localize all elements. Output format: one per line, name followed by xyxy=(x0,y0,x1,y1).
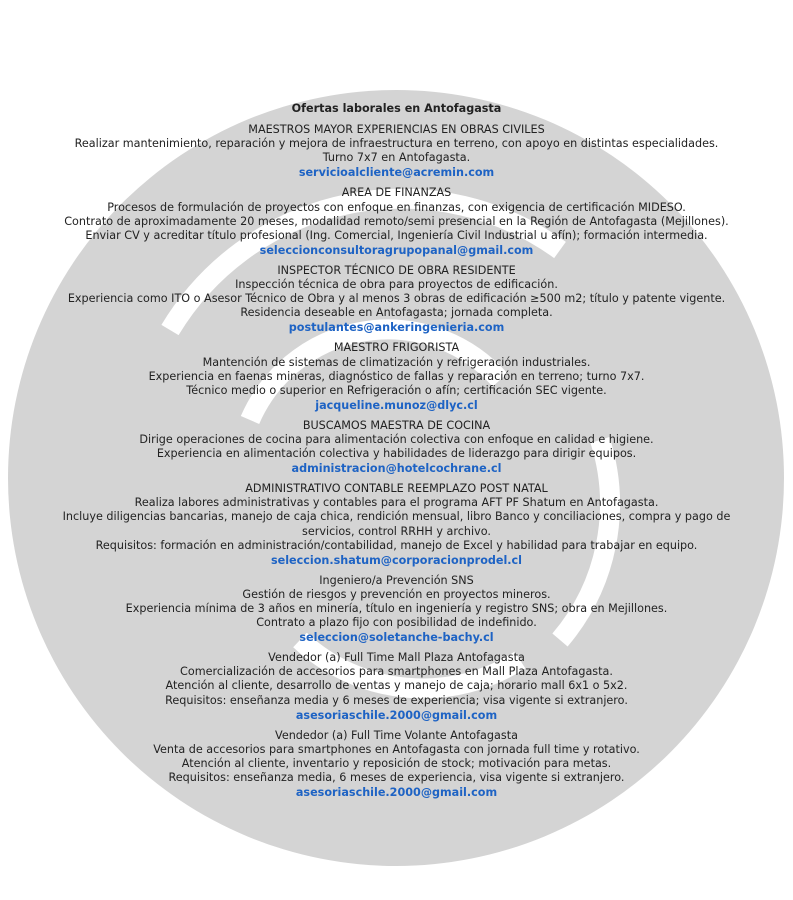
job-offer-title: INSPECTOR TÉCNICO DE OBRA RESIDENTE xyxy=(277,263,516,277)
job-offer-description-line: Experiencia en faenas mineras, diagnóstico de fallas y reparación en terreno; turno 7x7. xyxy=(148,369,645,383)
job-offer-email-link[interactable]: jacqueline.munoz@dlyc.cl xyxy=(315,398,478,412)
job-offer-description-line: Requisitos: formación en administración/contabilidad, manejo de Excel y habilidad para trabajar en equipo. xyxy=(95,538,698,552)
job-offer-description-line: Venta de accesorios para smartphones en Antofagasta con jornada full time y rotativo. xyxy=(153,742,640,756)
job-offer-description-line: Realizar mantenimiento, reparación y mejora de infraestructura en terreno, con apoyo en distintas especialidades. xyxy=(74,137,719,151)
job-offer-email-link[interactable]: postulantes@ankeringenieria.com xyxy=(288,321,505,335)
job-offer-description-line: Atención al cliente, inventario y reposición de stock; motivación para metas. xyxy=(181,756,612,770)
job-offer-description-line: Técnico medio o superior en Refrigeración o afín; certificación SEC vigente. xyxy=(186,383,607,397)
job-offer-title: AREA DE FINANZAS xyxy=(341,186,452,200)
job-offer-email-link[interactable]: seleccion.shatum@corporacionprodel.cl xyxy=(270,553,523,567)
job-offer-email-link[interactable]: servicioalcliente@acremin.com xyxy=(298,166,495,180)
job-offer-title: ADMINISTRATIVO CONTABLE REEMPLAZO POST NATAL xyxy=(245,482,548,496)
job-offers-document xyxy=(50,102,743,806)
job-offer-description-line: Dirige operaciones de cocina para alimentación colectiva con enfoque en calidad e higiene. xyxy=(139,432,654,446)
job-offer-description-line: Experiencia como ITO o Asesor Técnico de Obra y al menos 3 obras de edificación ≥500 m2; título y patente vigente. xyxy=(67,292,726,306)
job-offer-email-link[interactable]: seleccion@soletanche-bachy.cl xyxy=(299,631,494,645)
job-offer-description-line: Requisitos: enseñanza media, 6 meses de experiencia, visa vigente si extranjero. xyxy=(168,771,625,785)
job-offer-description-line: Experiencia en alimentación colectiva y habilidades de liderazgo para dirigir equipos. xyxy=(156,447,637,461)
job-offer-description-line: Mantención de sistemas de climatización y refrigeración industriales. xyxy=(202,355,591,369)
job-offer-title: Vendedor (a) Full Time Mall Plaza Antofagasta xyxy=(268,651,525,665)
job-offers-list xyxy=(50,123,743,800)
job-offer xyxy=(50,482,743,568)
job-offer xyxy=(50,186,743,257)
job-offer-description-line: Enviar CV y acreditar título profesional (Ing. Comercial, Ingeniería Civil Industrial u afín); formación intermedia. xyxy=(85,228,708,242)
job-offer-description-line: Experiencia mínima de 3 años en minería, título en ingeniería y registro SNS; obra en Mejillones. xyxy=(125,602,668,615)
job-offer-description-line: Realiza labores administrativas y contables para el programa AFT PF Shatum en Antofagasta. xyxy=(134,496,659,510)
page-title: Ofertas laborales en Antofagasta xyxy=(291,102,502,115)
job-offer-description-line: Contrato a plazo fijo con posibilidad de indefinido. xyxy=(256,616,537,630)
job-offer-description-line: Turno 7x7 en Antofagasta. xyxy=(322,151,471,165)
job-offer xyxy=(50,123,743,180)
job-offer xyxy=(50,264,743,335)
job-offer-title: Ingeniero/a Prevención SNS xyxy=(319,573,474,587)
job-offer-title: MAESTROS MAYOR EXPERIENCIAS EN OBRAS CIVILES xyxy=(248,123,545,137)
job-offer xyxy=(50,419,743,476)
job-offer-email-link[interactable]: administracion@hotelcochrane.cl xyxy=(291,462,502,476)
job-offer-description-line: Inspección técnica de obra para proyectos de edificación. xyxy=(235,278,558,292)
job-offer-description-line: Atención al cliente, desarrollo de ventas y manejo de caja; horario mall 6x1 o 5x2. xyxy=(165,679,628,693)
job-offer-email-link[interactable]: asesoriaschile.2000@gmail.com xyxy=(295,786,498,800)
job-offer-email-link[interactable]: asesoriaschile.2000@gmail.com xyxy=(295,708,498,722)
job-offer-title: Vendedor (a) Full Time Volante Antofagasta xyxy=(275,728,518,742)
job-offer-description-line: Comercialización de accesorios para smartphones en Mall Plaza Antofagasta. xyxy=(180,665,613,679)
job-offer xyxy=(50,729,743,800)
job-offer xyxy=(50,651,743,722)
job-offer-email-link[interactable]: seleccionconsultoragrupopanal@gmail.com xyxy=(259,243,534,257)
job-offer-description-line: Requisitos: enseñanza media y 6 meses de experiencia; visa vigente si extranjero. xyxy=(165,693,628,707)
job-offer-title: BUSCAMOS MAESTRA DE COCINA xyxy=(302,418,491,432)
job-offer xyxy=(50,341,743,412)
job-offer-description-line: Contrato de aproximadamente 20 meses, modalidad remoto/semi presencial en la Región de Antofagasta (Mejillones). xyxy=(64,214,729,228)
job-offer-description-line: Residencia deseable en Antofagasta; jornada completa. xyxy=(240,306,553,320)
job-offer-title: MAESTRO FRIGORISTA xyxy=(333,341,460,355)
job-offer-description-line: Incluye diligencias bancarias, manejo de caja chica, rendición mensual, libro Banco y conciliaciones, compra y pago de servicios, control RRHH y archivo. xyxy=(62,510,731,538)
job-offer xyxy=(50,574,743,645)
job-offer-description-line: Procesos de formulación de proyectos con enfoque en finanzas, con exigencia de certificación MIDESO. xyxy=(107,200,686,214)
job-offer-description-line: Gestión de riesgos y prevención en proyectos mineros. xyxy=(242,587,551,601)
